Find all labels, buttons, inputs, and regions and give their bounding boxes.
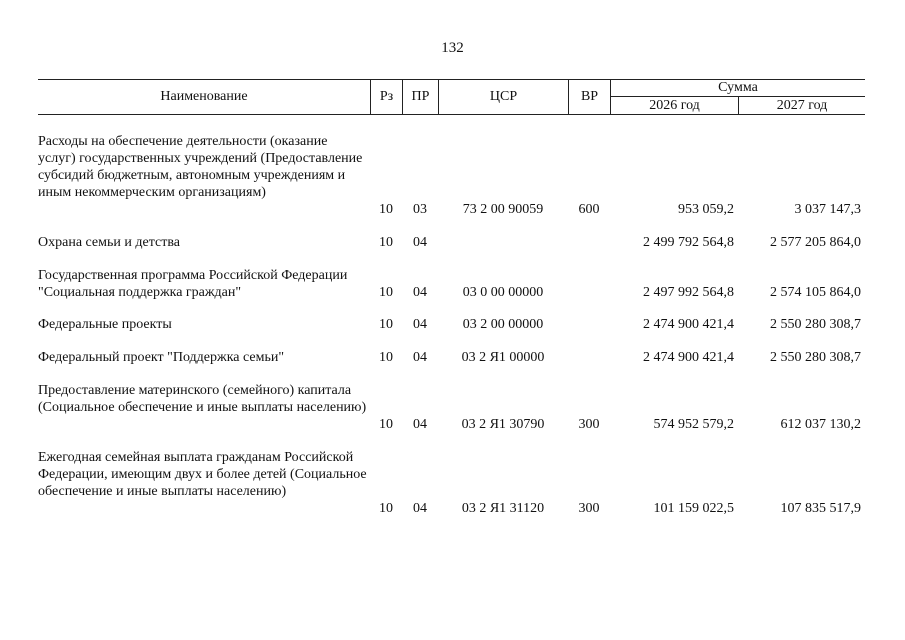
row-sum-2026: 2 474 900 421,4 xyxy=(643,350,734,365)
row-vr: 300 xyxy=(578,417,600,432)
row-name: Федеральный проект "Поддержка семьи" xyxy=(38,350,285,365)
header-vr: ВР xyxy=(568,80,610,114)
header-csr: ЦСР xyxy=(438,80,568,114)
row-pr: 04 xyxy=(413,317,427,332)
row-sum-2027: 2 574 105 864,0 xyxy=(770,285,861,300)
row-rz: 10 xyxy=(379,235,393,250)
page-number: 132 xyxy=(441,40,464,56)
row-csr: 03 0 00 00000 xyxy=(462,285,544,300)
table-row xyxy=(38,316,865,333)
header-year-2027: 2027 год xyxy=(738,97,865,114)
header-rz: Рз xyxy=(370,80,402,114)
header-name: Наименование xyxy=(160,89,248,104)
header-year-2026: 2026 год xyxy=(610,97,738,114)
row-pr: 03 xyxy=(413,202,427,217)
table-row xyxy=(38,349,865,366)
row-csr: 03 2 Я1 31120 xyxy=(461,501,545,516)
table-header xyxy=(38,79,865,115)
row-rz: 10 xyxy=(379,350,393,365)
table-row xyxy=(38,382,865,433)
row-sum-2026: 101 159 022,5 xyxy=(653,501,734,516)
row-sum-2027: 612 037 130,2 xyxy=(780,417,861,432)
row-rz: 10 xyxy=(379,317,393,332)
row-sum-2027: 3 037 147,3 xyxy=(794,202,861,217)
row-name: Расходы на обеспечение деятельности (оказание услуг) государственных учреждений (Предоставление субсидий бюджетным, автономным учреждениям и иным некоммерческим организациям) xyxy=(38,134,363,200)
header-sum: Сумма xyxy=(610,80,865,97)
row-sum-2027: 2 550 280 308,7 xyxy=(770,350,861,365)
row-sum-2026: 2 497 992 564,8 xyxy=(643,285,734,300)
row-sum-2026: 2 474 900 421,4 xyxy=(643,317,734,332)
row-sum-2027: 107 835 517,9 xyxy=(780,501,861,516)
row-rz: 10 xyxy=(379,285,393,300)
table-row xyxy=(38,133,865,218)
table-row xyxy=(38,234,865,251)
row-rz: 10 xyxy=(379,501,393,516)
row-vr: 600 xyxy=(578,202,600,217)
row-pr: 04 xyxy=(413,417,427,432)
row-sum-2026: 953 059,2 xyxy=(678,202,734,217)
row-name: Предоставление материнского (семейного) капитала (Социальное обеспечение и иные выплаты населению) xyxy=(38,383,367,415)
row-name: Федеральные проекты xyxy=(38,317,172,332)
row-sum-2027: 2 550 280 308,7 xyxy=(770,317,861,332)
row-pr: 04 xyxy=(413,350,427,365)
table-row xyxy=(38,267,865,301)
row-sum-2026: 2 499 792 564,8 xyxy=(643,235,734,250)
row-vr: 300 xyxy=(578,501,600,516)
row-name: Ежегодная семейная выплата гражданам Российской Федерации, имеющим двух и более детей (Социальное обеспечение и иные выплаты населению) xyxy=(38,450,367,499)
row-csr: 03 2 Я1 30790 xyxy=(461,417,545,432)
header-pr: ПР xyxy=(402,80,438,114)
row-csr: 03 2 Я1 00000 xyxy=(461,350,545,365)
row-csr: 73 2 00 90059 xyxy=(462,202,544,217)
row-sum-2026: 574 952 579,2 xyxy=(653,417,734,432)
row-name: Государственная программа Российской Федерации "Социальная поддержка граждан" xyxy=(38,268,348,300)
row-pr: 04 xyxy=(413,501,427,516)
row-name: Охрана семьи и детства xyxy=(38,235,180,250)
row-pr: 04 xyxy=(413,285,427,300)
row-rz: 10 xyxy=(379,202,393,217)
row-rz: 10 xyxy=(379,417,393,432)
table-row xyxy=(38,449,865,517)
row-sum-2027: 2 577 205 864,0 xyxy=(770,235,861,250)
row-pr: 04 xyxy=(413,235,427,250)
row-csr: 03 2 00 00000 xyxy=(462,317,544,332)
